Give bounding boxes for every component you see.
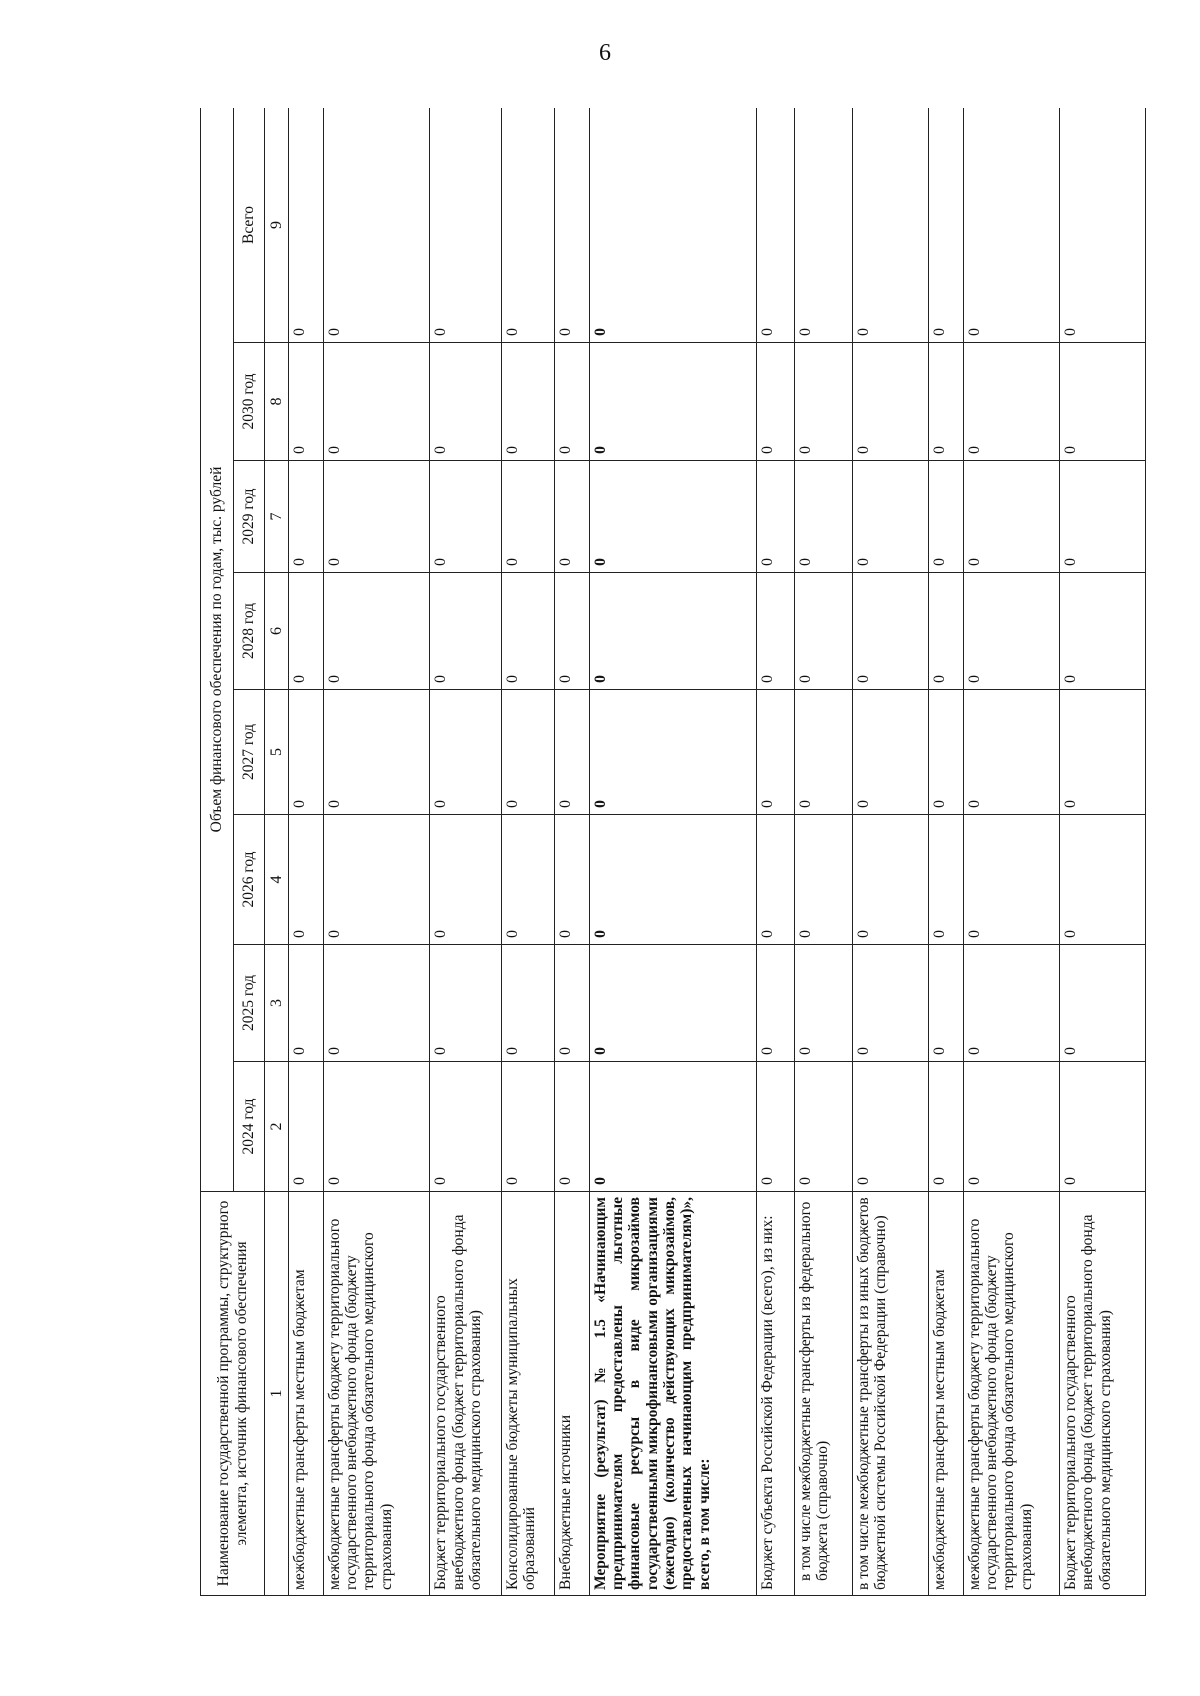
row-value-cell: 0 [501, 945, 554, 1062]
row-value-cell: 0 [963, 1062, 1059, 1192]
row-value-cell: 0 [501, 461, 554, 573]
row-value-cell: 0 [852, 1062, 928, 1192]
table-row [963, 108, 1059, 1596]
index-cell: 7 [265, 461, 289, 573]
row-value-cell: 0 [794, 945, 852, 1062]
header-year: 2027 год [234, 690, 265, 815]
index-cell: 9 [265, 108, 289, 343]
table-row [1059, 108, 1145, 1596]
row-name-cell: Бюджет территориального государственного внебюджетного фонда (бюджет территориального фонда обязательного медицинского страхования) [1059, 1192, 1145, 1596]
row-value-cell: 0 [1059, 945, 1145, 1062]
index-cell: 8 [265, 343, 289, 461]
header-year: 2026 год [234, 815, 265, 945]
row-value-cell: 0 [589, 343, 757, 461]
row-value-cell: 0 [288, 573, 323, 690]
row-value-cell: 0 [323, 461, 430, 573]
row-name-cell: в том числе межбюджетные трансферты из федерального бюджета (справочно) [794, 1192, 852, 1596]
row-value-cell: 0 [794, 1062, 852, 1192]
row-value-cell: 0 [757, 343, 795, 461]
row-value-cell: 0 [794, 573, 852, 690]
row-value-cell: 0 [929, 343, 964, 461]
row-value-cell: 0 [852, 690, 928, 815]
table-row [929, 108, 964, 1596]
index-cell: 4 [265, 815, 289, 945]
row-value-cell: 0 [430, 690, 501, 815]
rotated-table-container [200, 108, 1146, 1596]
row-total-cell: 0 [794, 108, 852, 343]
row-value-cell: 0 [757, 461, 795, 573]
row-value-cell: 0 [589, 573, 757, 690]
row-value-cell: 0 [852, 945, 928, 1062]
row-value-cell: 0 [288, 945, 323, 1062]
row-value-cell: 0 [757, 945, 795, 1062]
row-total-cell: 0 [430, 108, 501, 343]
row-value-cell: 0 [757, 573, 795, 690]
row-value-cell: 0 [963, 573, 1059, 690]
table-row [323, 108, 430, 1596]
row-value-cell: 0 [963, 343, 1059, 461]
row-value-cell: 0 [589, 461, 757, 573]
row-value-cell: 0 [430, 815, 501, 945]
table-row [589, 108, 757, 1596]
row-value-cell: 0 [288, 690, 323, 815]
row-name-cell: Бюджет территориального государственного внебюджетного фонда (бюджет территориального фонда обязательного медицинского страхования) [430, 1192, 501, 1596]
index-cell: 2 [265, 1062, 289, 1192]
row-value-cell: 0 [852, 461, 928, 573]
row-value-cell: 0 [589, 690, 757, 815]
index-cell: 3 [265, 945, 289, 1062]
row-value-cell: 0 [323, 815, 430, 945]
index-cell: 6 [265, 573, 289, 690]
row-value-cell: 0 [757, 690, 795, 815]
row-value-cell: 0 [430, 461, 501, 573]
row-total-cell: 0 [589, 108, 757, 343]
row-value-cell: 0 [288, 815, 323, 945]
row-value-cell: 0 [963, 690, 1059, 815]
header-year: 2028 год [234, 573, 265, 690]
header-group-title: Объем финансового обеспечения по годам, тыс. рублей [201, 108, 234, 1192]
row-value-cell: 0 [555, 690, 590, 815]
header-total: Всего [234, 108, 265, 343]
row-total-cell: 0 [1059, 108, 1145, 343]
row-name-cell: Внебюджетные источники [555, 1192, 590, 1596]
row-value-cell: 0 [794, 690, 852, 815]
row-value-cell: 0 [963, 945, 1059, 1062]
row-value-cell: 0 [288, 1062, 323, 1192]
row-value-cell: 0 [1059, 461, 1145, 573]
row-total-cell: 0 [323, 108, 430, 343]
row-value-cell: 0 [794, 343, 852, 461]
row-value-cell: 0 [323, 1062, 430, 1192]
row-value-cell: 0 [555, 573, 590, 690]
table-body [265, 108, 1146, 1596]
row-value-cell: 0 [589, 815, 757, 945]
row-value-cell: 0 [501, 815, 554, 945]
row-total-cell: 0 [757, 108, 795, 343]
row-value-cell: 0 [852, 573, 928, 690]
row-value-cell: 0 [555, 343, 590, 461]
index-cell: 1 [265, 1192, 289, 1596]
table-row [288, 108, 323, 1596]
row-total-cell: 0 [555, 108, 590, 343]
header-year: 2024 год [234, 1062, 265, 1192]
row-total-cell: 0 [963, 108, 1059, 343]
row-total-cell: 0 [501, 108, 554, 343]
row-value-cell: 0 [1059, 690, 1145, 815]
row-value-cell: 0 [288, 461, 323, 573]
row-value-cell: 0 [555, 461, 590, 573]
row-value-cell: 0 [323, 690, 430, 815]
table-row [757, 108, 795, 1596]
row-value-cell: 0 [794, 815, 852, 945]
row-name-cell: межбюджетные трансферты местным бюджетам [288, 1192, 323, 1596]
row-value-cell: 0 [1059, 343, 1145, 461]
row-value-cell: 0 [1059, 815, 1145, 945]
row-value-cell: 0 [323, 573, 430, 690]
financing-table [200, 108, 1146, 1596]
row-value-cell: 0 [794, 461, 852, 573]
row-total-cell: 0 [852, 108, 928, 343]
row-value-cell: 0 [430, 343, 501, 461]
row-name-cell: Мероприятие (результат) № 1.5 «Начинающим предпринимателям предоставлены льготные финансовые ресурсы в виде микрозаймов государственными микрофинансовыми организациями (ежегодно) (количество действующих микрозаймов, предоставленных начинающим предпринимателям)», всего, в том числе: [589, 1192, 757, 1596]
header-year: 2029 год [234, 461, 265, 573]
row-value-cell: 0 [963, 461, 1059, 573]
row-value-cell: 0 [963, 815, 1059, 945]
row-value-cell: 0 [1059, 573, 1145, 690]
table-row [430, 108, 501, 1596]
row-value-cell: 0 [929, 815, 964, 945]
row-value-cell: 0 [288, 343, 323, 461]
row-value-cell: 0 [929, 690, 964, 815]
row-value-cell: 0 [555, 1062, 590, 1192]
row-value-cell: 0 [430, 945, 501, 1062]
row-value-cell: 0 [555, 815, 590, 945]
rotated-table-canvas [200, 108, 1146, 1596]
page-number: 6 [599, 40, 611, 66]
header-year: 2025 год [234, 945, 265, 1062]
table-row [501, 108, 554, 1596]
row-value-cell: 0 [430, 573, 501, 690]
row-value-cell: 0 [323, 343, 430, 461]
row-value-cell: 0 [929, 573, 964, 690]
row-name-cell: межбюджетные трансферты местным бюджетам [929, 1192, 964, 1596]
row-value-cell: 0 [757, 1062, 795, 1192]
row-value-cell: 0 [589, 1062, 757, 1192]
row-value-cell: 0 [501, 1062, 554, 1192]
row-name-cell: Консолидированные бюджеты муниципальных образований [501, 1192, 554, 1596]
row-value-cell: 0 [757, 815, 795, 945]
row-value-cell: 0 [852, 815, 928, 945]
header-name-column: Наименование государственной программы, структурного элемента, источник финансового обеспечения [201, 1192, 265, 1596]
row-value-cell: 0 [852, 343, 928, 461]
row-name-cell: межбюджетные трансферты бюджету территориального государственного внебюджетного фонда (бюджету территориального фонда обязательного медицинского страхования) [323, 1192, 430, 1596]
row-value-cell: 0 [501, 573, 554, 690]
row-value-cell: 0 [589, 945, 757, 1062]
row-value-cell: 0 [501, 690, 554, 815]
table-row [852, 108, 928, 1596]
index-row [265, 108, 289, 1596]
row-value-cell: 0 [929, 461, 964, 573]
row-value-cell: 0 [323, 945, 430, 1062]
row-name-cell: в том числе межбюджетные трансферты из иных бюджетов бюджетной системы Российской Федерации (справочно) [852, 1192, 928, 1596]
row-name-cell: межбюджетные трансферты бюджету территориального государственного внебюджетного фонда (бюджету территориального фонда обязательного медицинского страхования) [963, 1192, 1059, 1596]
row-value-cell: 0 [555, 945, 590, 1062]
row-total-cell: 0 [929, 108, 964, 343]
row-value-cell: 0 [430, 1062, 501, 1192]
row-value-cell: 0 [929, 945, 964, 1062]
row-value-cell: 0 [929, 1062, 964, 1192]
row-name-cell: Бюджет субъекта Российской Федерации (всего), из них: [757, 1192, 795, 1596]
row-value-cell: 0 [501, 343, 554, 461]
header-year: 2030 год [234, 343, 265, 461]
index-cell: 5 [265, 690, 289, 815]
row-total-cell: 0 [288, 108, 323, 343]
table-row [794, 108, 852, 1596]
table-row [555, 108, 590, 1596]
row-value-cell: 0 [1059, 1062, 1145, 1192]
